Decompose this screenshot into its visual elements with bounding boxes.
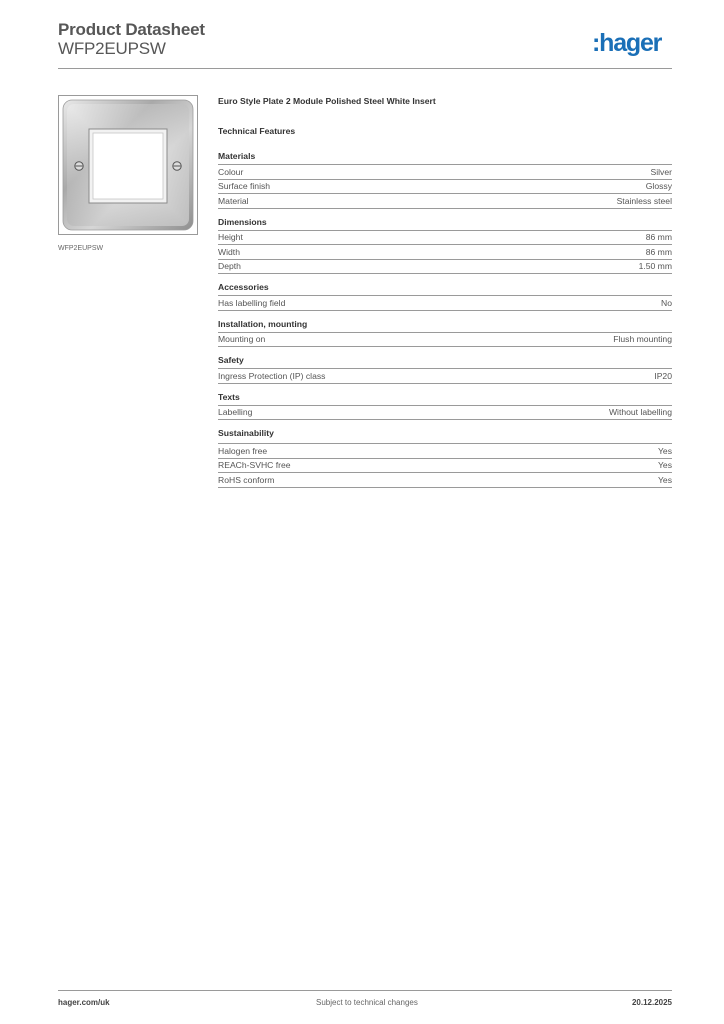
spec-row [218,245,672,260]
footer-note: Subject to technical changes [316,998,418,1007]
spec-value: Yes [657,474,672,485]
spec-value: Yes [657,445,672,456]
spec-value: 1.50 mm [638,261,672,272]
footer-website: hager.com/uk [58,998,110,1007]
spec-label: Colour [218,166,244,177]
section-title: Dimensions [218,217,672,231]
white-insert [93,133,163,199]
technical-features-heading: Technical Features [218,126,296,136]
spec-row [218,473,672,488]
spec-row [218,260,672,275]
spec-section [218,355,672,384]
header-divider [58,68,672,69]
spec-section [218,428,672,488]
spec-label: REACh-SVHC free [218,460,291,471]
spec-row [218,406,672,421]
spec-section [218,319,672,348]
spec-value: Glossy [645,181,672,192]
spec-section [218,151,672,209]
spec-value: Yes [657,460,672,471]
spec-row [218,459,672,474]
spec-row [218,333,672,348]
spec-value: Stainless steel [616,195,672,206]
logo-text: :hager [592,30,662,57]
spec-row [218,165,672,180]
page-title: Product Datasheet [58,20,205,39]
spec-value: IP20 [654,370,672,381]
spec-value: Flush mounting [613,334,672,345]
spec-row [218,180,672,195]
spec-label: Depth [218,261,241,272]
spec-label: Width [218,246,240,257]
product-code: WFP2EUPSW [58,39,166,58]
section-title: Installation, mounting [218,319,672,333]
spec-sections [218,151,672,488]
section-title: Accessories [218,282,672,296]
spec-label: Labelling [218,407,253,418]
section-title: Materials [218,151,672,165]
spec-label: Has labelling field [218,297,286,308]
image-caption: WFP2EUPSW [58,245,104,252]
spec-row [218,194,672,209]
spec-label: Ingress Protection (IP) class [218,370,326,381]
spec-section [218,217,672,275]
hager-logo [592,30,672,58]
spec-content [218,96,672,488]
spec-label: Height [218,232,243,243]
spec-label: Halogen free [218,445,268,456]
footer-divider [58,990,672,991]
spec-row [218,369,672,384]
spec-value: 86 mm [645,232,672,243]
spec-label: Surface finish [218,181,271,192]
spec-value: Without labelling [608,407,672,418]
spec-row [218,296,672,311]
spec-row [218,444,672,459]
spec-value: Silver [650,166,672,177]
spec-section [218,282,672,311]
section-title: Texts [218,392,672,406]
footer-date: 20.12.2025 [631,998,672,1007]
section-title: Sustainability [218,428,672,444]
spec-label: RoHS conform [218,474,275,485]
product-image [58,95,198,235]
product-name: Euro Style Plate 2 Module Polished Steel White Insert [218,96,436,106]
section-title: Safety [218,355,672,369]
spec-row [218,231,672,246]
spec-value: 86 mm [645,246,672,257]
spec-value: No [661,297,672,308]
spec-section [218,392,672,421]
spec-label: Material [218,195,249,206]
spec-label: Mounting on [218,334,266,345]
